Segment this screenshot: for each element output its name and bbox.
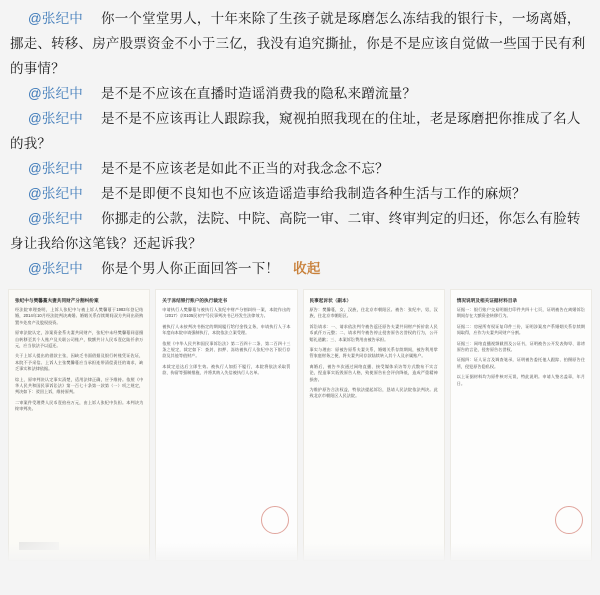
document-paragraph: 为维护原告合法权益，特依法提起诉讼，恳请人民法院依法判决。此致北京市朝阳区人民法院。 <box>309 387 438 399</box>
mention-link[interactable]: @张纪中 <box>28 11 84 26</box>
post-paragraph <box>10 81 590 106</box>
mention-link[interactable]: @张纪中 <box>28 161 84 176</box>
mention-link[interactable]: @张纪中 <box>28 186 84 201</box>
document-title: 张纪中与樊馨蔓夫妻共同财产分割纠纷案 <box>15 298 99 303</box>
document-title: 关于冻结银行账户的执行裁定书 <box>162 298 228 303</box>
paragraph-text: 你是个男人你正面回答一下！ <box>101 261 280 276</box>
paragraph-text: 是不是不应该在直播时造谣消费我的隐私来蹭流量？ <box>101 86 417 101</box>
document-content-4 <box>451 290 591 398</box>
document-paragraph: 证据二：房屋所有权证复印件三份，证明涉案房产系婚姻关系存续期间取得，应作为夫妻共同财产分割。 <box>456 323 585 336</box>
document-paragraph: 关于上诉人提出的借款主张，因缺乏书面借据及银行转账凭证佐证，本院不予采信。上诉人主张樊馨蔓应当承担连带清偿责任的请求，缺乏事实和法律依据。 <box>15 353 144 372</box>
mention-link[interactable]: @张纪中 <box>28 211 84 226</box>
paragraph-text: 你挪走的公款，法院、中院、高院一审、二审、终审判定的归还，你怎么有脸转身让我给你这笔钱？还起诉我？ <box>10 211 581 251</box>
document-paragraph: 离婚后，被告多次通过网络直播、接受媒体采访等方式散布不实言论，捏造事实诋毁原告人格，致使原告社会评价降低，造成严重精神损害。 <box>309 363 438 382</box>
mention-link[interactable]: @张纪中 <box>28 86 84 101</box>
mention-link[interactable]: @张纪中 <box>28 111 84 126</box>
collapse-toggle[interactable]: 收起 <box>293 261 321 276</box>
post-text-body <box>0 0 600 283</box>
paragraph-text: 是不是不应该再让人跟踪我，窥视拍照我现在的住址，老是琢磨把你推成了名人的我？ <box>10 111 581 151</box>
post-paragraph <box>10 6 590 81</box>
post-paragraph <box>10 206 590 256</box>
document-paragraph: 被执行人未按判决书指定的期间履行给付金钱义务，申请执行人于本年度向本院申请强制执行，本院依法立案受理。 <box>162 323 291 336</box>
document-content-2 <box>156 290 296 388</box>
document-image-4[interactable] <box>450 289 592 561</box>
mention-link[interactable]: @张纪中 <box>28 261 84 276</box>
signature-mark <box>19 542 59 550</box>
document-content-1 <box>9 290 149 424</box>
attached-document-images <box>0 289 600 561</box>
document-image-3[interactable] <box>303 289 445 561</box>
document-paragraph: 二审案件受理费人民币壹拾叁万元，由上诉人张纪中负担。本判决为终审判决。 <box>15 399 144 412</box>
document-paragraph: 诉讼请求：一、请求依法判令被告返还原告夫妻共同财产折价款人民币贰仟万元整；二、请求判令被告停止侵害原告名誉权的行为，公开赔礼道歉；三、本案诉讼费用由被告承担。 <box>309 323 438 342</box>
document-paragraph: 原审法院认定，涉案资金系夫妻共同财产，张纪中未经樊馨蔓同意擅自转移至其个人账户及关联公司账户，数额共计人民币壹亿陆仟余万元，应当依法予以返还。 <box>15 330 144 349</box>
document-paragraph: 以上证据材料均为原件核对无误，特此说明。申请人签名盖章，年月日。 <box>456 374 585 386</box>
paragraph-text: 是不是即便不良知也不应该造谣造事给我制造各种生活与工作的麻烦？ <box>101 186 526 201</box>
official-seal-icon <box>261 506 289 534</box>
document-image-1[interactable] <box>8 289 150 561</box>
document-image-2[interactable] <box>155 289 297 561</box>
post-paragraph-last <box>10 256 590 281</box>
document-paragraph: 证据一：银行账户交易明细打印件共四十七页，证明被告在离婚诉讼期间存在大额资金转移行为。 <box>456 307 585 319</box>
official-seal-icon <box>555 506 583 534</box>
post-paragraph <box>10 181 590 206</box>
post-paragraph <box>10 106 590 156</box>
document-title: 情况说明及相关证据材料目录 <box>456 298 518 303</box>
document-paragraph: 综上，原审判决认定事实清楚，适用法律正确，应予维持。依照《中华人民共和国民事诉讼法》第一百七十条第一款第（一）项之规定，判决如下：驳回上诉，维持原判。 <box>15 376 144 395</box>
document-paragraph: 证据三：网络直播视频截图及公证书，证明被告公开发表侮辱、诽谤原告的言论，侵害原告名誉权。 <box>456 340 585 353</box>
document-paragraph: 本裁定送达后立即生效。被执行人如拒不履行，本院将依法采取罚款、拘留等强制措施，并将其纳入失信被执行人名单。 <box>162 363 291 376</box>
document-paragraph: 经法院审理查明，上诉人张纪中与被上诉人樊馨蔓于1983年登记结婚，2014年10月经法院判决离婚。婚姻关系存续期间双方共同出资购置多处房产及股权投资。 <box>15 307 144 325</box>
document-paragraph: 申请执行人樊馨蔓与被执行人张纪中财产分割纠纷一案，本院作出的（2017）京0105民初字号民事判决书已经发生法律效力。 <box>162 307 291 319</box>
document-paragraph: 事实与理由：原被告原系夫妻关系，婚姻关系存续期间，被告利用掌管家庭财务之便，将夫妻共同存款陆续转入其个人及亲属账户。 <box>309 347 438 359</box>
paragraph-text: 是不是不应该老是如此不正当的对我念念不忘？ <box>101 161 389 176</box>
document-paragraph: 依照《中华人民共和国民事诉讼法》第二百四十二条、第二百四十三条之规定，裁定如下：查封、扣押、冻结被执行人张纪中名下银行存款及其他等值财产。 <box>162 340 291 359</box>
document-paragraph: 证据四：证人证言及调查笔录，证明被告委托他人跟踪、拍摄原告住所，侵犯原告隐私权。 <box>456 357 585 369</box>
document-content-3 <box>304 290 444 411</box>
paragraph-text: 你一个堂堂男人，十年来除了生孩子就是琢磨怎么冻结我的银行卡，一场离婚，挪走、转移、房产股票资金不小于三亿，我没有追究撕扯，你是不是应该自觉做一些国于民有利的事情？ <box>10 11 586 76</box>
document-paragraph: 原告：樊馨蔓，女，汉族，住北京市朝阳区。被告：张纪中，男，汉族，住北京市朝阳区。 <box>309 307 438 319</box>
post-paragraph <box>10 156 590 181</box>
document-title: 民事起诉状（副本） <box>309 298 352 303</box>
